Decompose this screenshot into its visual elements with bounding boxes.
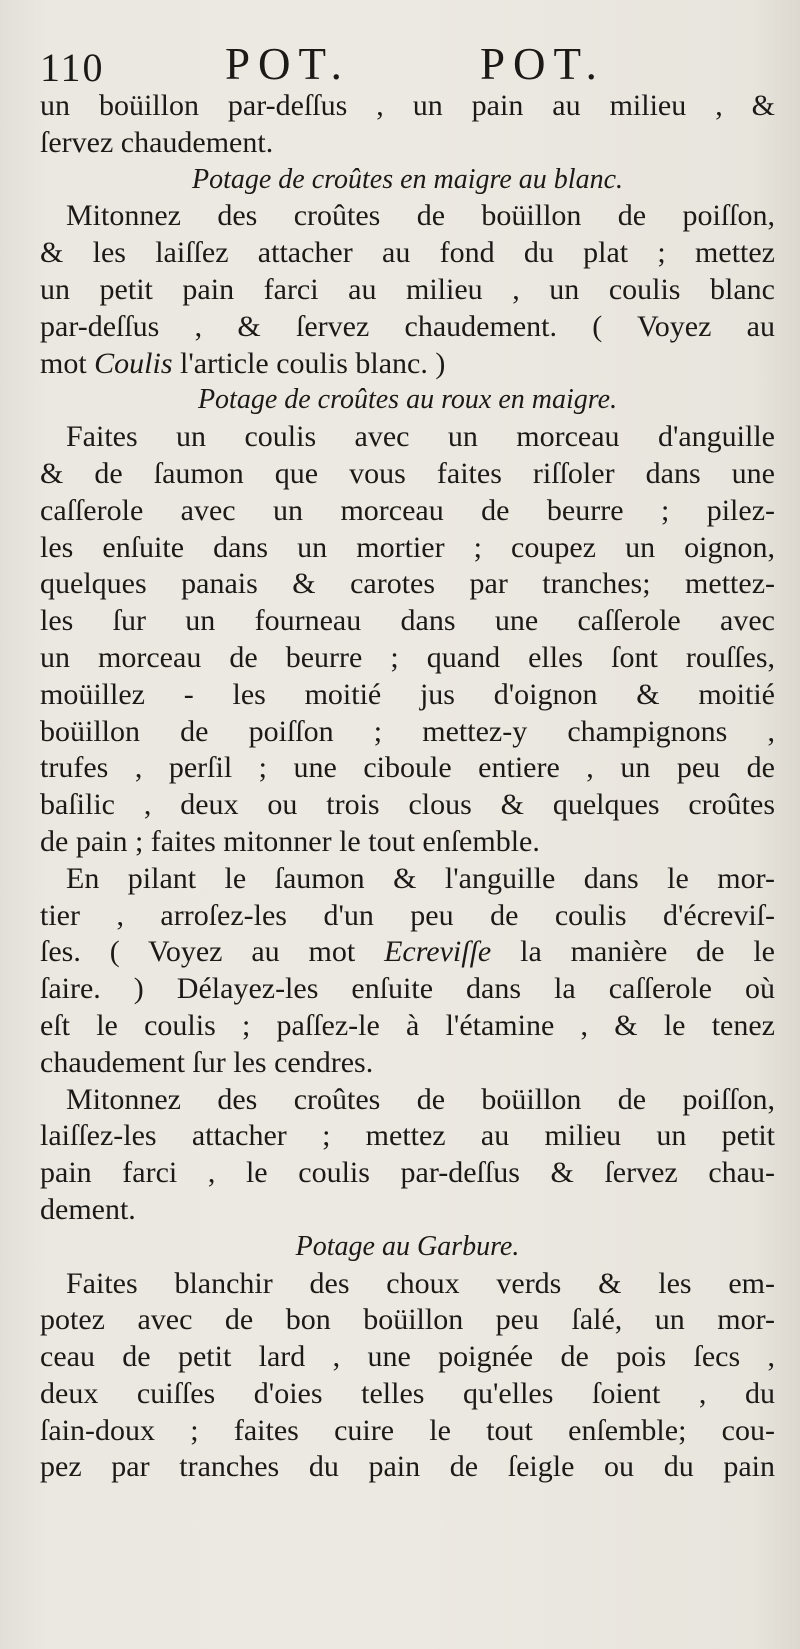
text-line: caſſerole avec un morceau de beurre ; pilez- (40, 493, 775, 527)
text-line: trufes , perſil ; une ciboule entiere , un peu de (40, 751, 775, 785)
text-line: par-deſſus , & ſervez chaudement. ( Voyez au (40, 309, 775, 343)
section-heading-croutes-roux-maigre: Potage de croûtes au roux en maigre. (197, 384, 618, 416)
headword-left: POT. (225, 39, 350, 89)
text-line: un boüillon par-deſſus , un pain au milieu , & (40, 89, 775, 122)
text-line: de pain ; faites mitonner le tout enſemble. (40, 824, 540, 858)
text-line: pez par tranches du pain de ſeigle ou du pain (40, 1450, 775, 1484)
text-line: boüillon de poiſſon ; mettez-y champignons , (40, 714, 775, 748)
text-line: un morceau de beurre ; quand elles ſont rouſſes, (40, 640, 775, 674)
text-line: Faites blanchir des choux verds & les em- (66, 1266, 775, 1300)
text-line: ſervez chaudement. (40, 125, 274, 159)
cross-reference-ecrevisse: Ecreviſſe (384, 935, 492, 969)
text-line: les enſuite dans un mortier ; coupez un oignon, (40, 530, 775, 564)
headword-right: POT. (480, 39, 605, 89)
text-line: deux cuiſſes d'oies telles qu'elles ſoient , du (40, 1376, 775, 1410)
text-line: ceau de petit lard , une poignée de pois ſecs , (40, 1340, 775, 1374)
text-line: ſain-doux ; faites cuire le tout enſemble; cou- (40, 1413, 775, 1447)
text-line: laiſſez-les attacher ; mettez au milieu un petit (40, 1119, 775, 1153)
text-line: Mitonnez des croûtes de boüillon de poiſſon, (66, 1082, 775, 1116)
text-line: quelques panais & carotes par tranches; mettez- (40, 567, 775, 601)
text-line: tier , arroſez-les d'un peu de coulis d'écreviſ- (40, 898, 775, 932)
text-line: moüillez - les moitié jus d'oignon & moitié (40, 677, 775, 711)
text-line: & les laiſſez attacher au fond du plat ; mettez (40, 236, 775, 270)
section-heading-garbure: Potage au Garbure. (295, 1230, 520, 1262)
text-fragment: l'article coulis blanc. ) (172, 346, 446, 380)
text-line: pain farci , le coulis par-deſſus & ſervez chau- (40, 1156, 775, 1190)
text-line: Mitonnez des croûtes de boüillon de poiſſon, (66, 199, 775, 233)
text-line: chaudement ſur les cendres. (40, 1045, 374, 1079)
text-line: eſt le coulis ; paſſez-le à l'étamine , & le tenez (40, 1008, 775, 1042)
text-fragment: ſes. ( Voyez au mot (40, 935, 385, 969)
text-line: potez avec de bon boüillon peu ſalé, un mor- (40, 1303, 775, 1337)
cross-reference-coulis: Coulis (94, 346, 173, 380)
text-line: baſilic , deux ou trois clous & quelques croûtes (40, 788, 775, 822)
section-heading-croutes-maigre-blanc: Potage de croûtes en maigre au blanc. (191, 163, 624, 195)
text-line: les ſur un fourneau dans une caſſerole avec (40, 604, 775, 638)
text-fragment: mot (40, 346, 95, 380)
running-header (40, 38, 760, 88)
text-line: ſaire. ) Délayez-les enſuite dans la caſſerole où (40, 972, 775, 1006)
text-line (40, 934, 775, 971)
page-number: 110 (40, 45, 105, 90)
text-line (40, 346, 775, 383)
text-line: En pilant le ſaumon & l'anguille dans le mor- (66, 861, 775, 895)
body-text (40, 88, 775, 1486)
text-line: dement. (40, 1192, 136, 1226)
text-line: Faites un coulis avec un morceau d'anguille (66, 420, 775, 454)
text-line: un petit pain farci au milieu , un coulis blanc (40, 272, 775, 306)
text-fragment: la manière de le (491, 935, 775, 969)
text-line: & de ſaumon que vous faites riſſoler dans une (40, 456, 775, 490)
